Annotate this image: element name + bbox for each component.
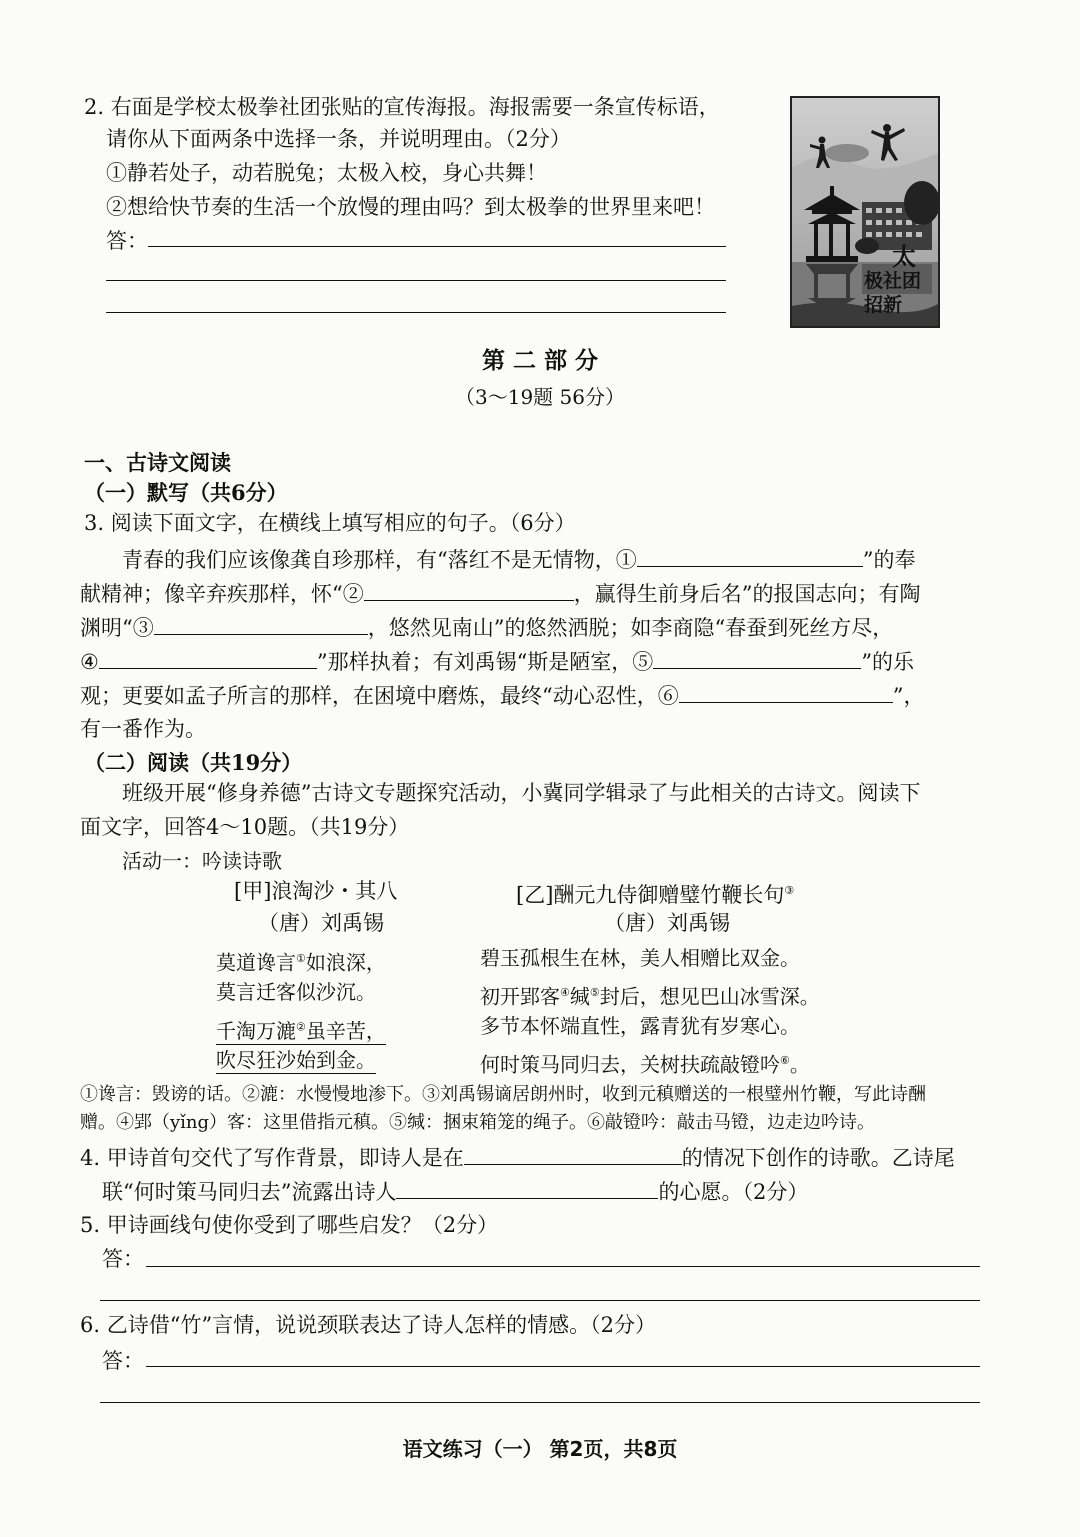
q2-answer-label: 答：	[106, 229, 148, 253]
q3-text: ④	[80, 650, 99, 674]
intro-line-2: 面文字，回答4～10题。（共19分）	[80, 815, 410, 839]
q2-option-1: ①静若处子，动若脱兔；太极入校，身心共舞！	[106, 161, 547, 185]
q3-blank-3[interactable]	[154, 612, 368, 635]
poem-a-line-2: 莫言迁客似沙沉。	[216, 980, 376, 1004]
note-ref: ⑥	[780, 1054, 790, 1067]
q3-text: ，赢得生前身后名”的报国志向；有陶	[573, 582, 921, 606]
q6-answer-line-1[interactable]	[146, 1366, 980, 1367]
poem-a-underlined-line-3	[216, 1019, 386, 1045]
q6-answer-line-2[interactable]	[100, 1402, 980, 1403]
q4-line-1	[80, 1142, 955, 1173]
q6-answer-label: 答：	[102, 1349, 144, 1373]
q2-line2: 请你从下面两条中选择一条，并说明理由。（2分）	[106, 127, 571, 151]
taiji-poster	[790, 96, 940, 328]
poem-text: 虽辛苦，	[305, 1018, 386, 1043]
poem-text: 初开郢客	[480, 984, 560, 1009]
q3-title: 3. 阅读下面文字，在横线上填写相应的句子。（6分）	[84, 511, 576, 535]
part2-subtitle: （3～19题 56分）	[455, 385, 625, 409]
poem-a-title: [甲]浪淘沙・其八	[234, 879, 398, 903]
q3-text: 献精神；像辛弃疾那样，怀“②	[80, 582, 364, 606]
poem-text: 如浪深，	[305, 950, 386, 975]
notes-line-2: 赠。④郢（yǐng）客：这里借指元稹。⑤缄：捆束箱笼的绳子。⑥敲镫吟：敲击马镫，边走边吟诗。	[80, 1112, 876, 1133]
q4-text: 的心愿。（2分）	[658, 1180, 809, 1204]
intro-line-1: 班级开展“修身养德”古诗文专题探究活动，小冀同学辑录了与此相关的古诗文。阅读下	[122, 781, 921, 805]
q4-text: 的情况下创作的诗歌。乙诗尾	[681, 1146, 955, 1170]
section1-heading: 一、古诗文阅读	[84, 450, 231, 475]
q5-answer-line-1[interactable]	[146, 1266, 980, 1267]
q5-answer-label: 答：	[102, 1247, 144, 1271]
q3-text: 渊明“③	[80, 616, 154, 640]
q4-blank-2[interactable]	[396, 1176, 658, 1199]
poem-text: 封后，想见巴山冰雪深。	[599, 984, 820, 1009]
poem-b-line-3: 多节本怀端直性，露青犹有岁寒心。	[480, 1014, 800, 1038]
q5-answer-line-2[interactable]	[100, 1300, 980, 1301]
poem-b-title	[516, 876, 794, 910]
poem-b-line-1: 碧玉孤根生在林，美人相赠比双金。	[480, 946, 800, 970]
q4-text: 4. 甲诗首句交代了写作背景，即诗人是在	[80, 1146, 464, 1170]
q3-text: 青春的我们应该像龚自珍那样，有“落红不是无情物，①	[122, 548, 637, 572]
q2-option-2: ②想给快节奏的生活一个放慢的理由吗？到太极拳的世界里来吧！	[106, 195, 715, 219]
poem-text: 千淘万漉	[216, 1018, 296, 1043]
poster-title-line2: 招新	[864, 294, 903, 316]
poem-text: 缄	[569, 984, 590, 1009]
q3-line-2	[80, 578, 920, 609]
poem-a-author: （唐）刘禹锡	[258, 911, 384, 935]
q3-text: ”那样执着；有刘禹锡“斯是陋室，⑤	[316, 650, 654, 674]
q3-blank-5[interactable]	[653, 646, 861, 669]
q3-blank-1[interactable]	[637, 544, 863, 567]
q3-line-3	[80, 612, 893, 643]
poster-title-char: 太	[892, 242, 916, 271]
poem-b-line-4	[480, 1044, 810, 1082]
q3-line-1	[122, 544, 915, 575]
poem-a-line-1	[216, 942, 386, 980]
note-ref: ①	[296, 952, 306, 965]
q2-answer-line-3[interactable]	[106, 312, 726, 313]
q2-line1: 2. 右面是学校太极拳社团张贴的宣传海报。海报需要一条宣传标语，	[84, 95, 720, 119]
q4-line-2	[102, 1176, 808, 1207]
page-footer: 语文练习（一） 第2页，共8页	[402, 1437, 678, 1461]
poem-a-line-3	[216, 1010, 386, 1048]
q6-title: 6. 乙诗借“竹”言情，说说颈联表达了诗人怎样的情感。（2分）	[80, 1313, 657, 1337]
poem-text: 。	[789, 1052, 810, 1077]
notes-line-1: ①谗言：毁谤的话。②漉：水慢慢地渗下。③刘禹锡谪居朗州时，收到元稹赠送的一根璧州竹鞭，写此诗酬	[80, 1084, 926, 1105]
activity-label: 活动一：吟读诗歌	[122, 849, 282, 873]
q2-answer-line-1[interactable]	[148, 246, 726, 247]
poem-text: 何时策马同归去，关树扶疏敲镫吟	[480, 1052, 780, 1077]
poster-title-line1: 极社团	[864, 270, 922, 292]
poem-b-title-text: [乙]酬元九侍御赠璧竹鞭长句	[516, 883, 785, 907]
q3-blank-2[interactable]	[364, 578, 574, 601]
q3-text: ”的乐	[861, 650, 915, 674]
note-ref: ②	[296, 1020, 306, 1033]
poem-a-line-4	[216, 1044, 376, 1077]
section1-sub2: （二）阅读（共19分）	[84, 750, 303, 775]
q3-text: ”，	[892, 684, 925, 708]
q4-text: 联“何时策马同归去”流露出诗人	[102, 1180, 397, 1204]
poem-b-author: （唐）刘禹锡	[604, 911, 730, 935]
q3-text: ”的奉	[862, 548, 916, 572]
q4-blank-1[interactable]	[464, 1142, 682, 1165]
poem-b-line-2	[480, 976, 820, 1014]
q3-text: ，悠然见南山”的悠然洒脱；如李商隐“春蚕到死丝方尽，	[367, 616, 894, 640]
q3-line-5	[80, 680, 924, 711]
q3-line-4	[80, 646, 914, 677]
q3-blank-6[interactable]	[679, 680, 893, 703]
poem-a-underlined-line-4: 吹尽狂沙始到金。	[216, 1048, 376, 1072]
q3-text: 观；更要如孟子所言的那样，在困境中磨炼，最终“动心忍性，⑥	[80, 684, 679, 708]
part2-title: 第 二 部 分	[481, 347, 599, 374]
note-ref: ⑤	[589, 986, 600, 999]
q3-line-6: 有一番作为。	[80, 717, 206, 741]
note-ref: ③	[784, 884, 795, 897]
note-ref: ④	[560, 986, 570, 999]
q2-answer-line-2[interactable]	[106, 280, 726, 281]
q3-blank-4[interactable]	[99, 646, 317, 669]
section1-sub1: （一）默写（共6分）	[84, 480, 288, 505]
poem-text: 莫道谗言	[216, 950, 296, 975]
q5-title: 5. 甲诗画线句使你受到了哪些启发？（2分）	[80, 1213, 499, 1237]
